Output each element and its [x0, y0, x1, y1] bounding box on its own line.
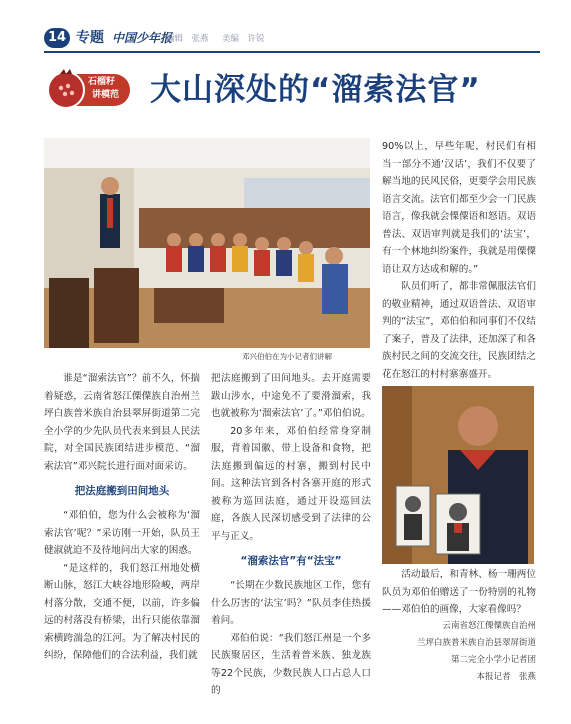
- pomegranate-icon: [46, 66, 132, 112]
- column-3-bottom: [382, 566, 536, 619]
- paragraph: “邓伯伯，您为什么会被称为‘溜索法官’呢？”采访刚一开始，队员王健淑就迫不及待地问出大家的困惑。: [44, 510, 200, 556]
- paragraph: 活动最后，和青林、杨一珊两位队员为邓伯伯赠送了一份特别的礼物——邓伯伯的画像，大家看像吗？: [382, 569, 536, 615]
- subheading-1: 把法庭搬到田间地头: [74, 485, 170, 497]
- subheading-2: “溜索法官”有“法宝”: [240, 555, 342, 567]
- intro-paragraph: 谁是“溜索法官”？前不久，怀揣着疑惑，云南省怒江傈僳族自治州兰坪白族普米族自治县翠屏街道第二完全小学的少先队员代表来到县人民法院，对全国民族团结进步模范、“溜索法官”邓兴院长进行面对面采访。: [44, 373, 200, 472]
- byline-line: 云南省怒江傈僳族自治州: [442, 621, 536, 631]
- paragraph: 把法庭搬到了田间地头。去开庭需要跋山涉水，中途免不了要滑溜索，我也就被称为‘溜索法官’了。”邓伯伯说。: [211, 373, 371, 419]
- byline-line: 兰坪白族普米族自治县翠屏街道: [416, 638, 536, 648]
- column-2: [211, 370, 371, 700]
- column-1: [44, 370, 200, 665]
- paragraph: 队员们听了，都非常佩服法官们的敬业精神，通过双语普法、双语审判的“法宝”，邓伯伯和同事们不仅结了案子，普及了法律，还加深了和各族村民之间的交流交往，民族团结之花在怒江的村村寨寨盛开。: [382, 281, 536, 380]
- byline: [380, 618, 536, 686]
- interview-photo: [44, 138, 370, 348]
- column-3-top: [382, 138, 536, 383]
- art-credit: 美编 许锐: [222, 34, 265, 44]
- badge-line2: 讲模范: [92, 90, 120, 100]
- badge-line1: 石榴籽: [88, 77, 116, 87]
- byline-line: 第二完全小学小记者团: [450, 655, 536, 665]
- paragraph: 20多年来，邓伯伯经常身穿制服，背着国徽、带上设备和食物，把法庭搬到偏远的村寨，搬到村民中间。这种法官到各村各寨开庭的形式被称为巡回法庭，通过开设巡回法庭，各族人民深切感受到了法律的公平与正义。: [211, 425, 371, 542]
- byline-reporter: 本报记者 张燕: [476, 672, 536, 682]
- pomegranate-badge: [46, 66, 132, 112]
- editor-credit: 编辑 张燕: [166, 34, 209, 44]
- paragraph: “长期在少数民族地区工作，您有什么厉害的‘法宝’吗？”队员李佳热援着问。: [211, 580, 371, 626]
- header-rule: [44, 51, 540, 53]
- masthead-logo: 中国少年报: [112, 31, 173, 45]
- photo1-caption: 邓兴伯伯在为小记者们讲解: [242, 352, 332, 361]
- page-title: 大山深处的“溜索法官”: [150, 72, 481, 108]
- paragraph: “是这样的，我们怒江州地处横断山脉，怒江大峡谷地形险峻，两岸村落分散，交通不便，以前，许多偏远的村落没有桥梁，出行只能依靠溜索横跨湍急的江河。为了解决村民的纠纷，保障他们的合法利益，我们就: [44, 562, 200, 661]
- page-number: 14: [44, 28, 70, 48]
- portrait-gift-photo: [382, 386, 534, 564]
- paragraph: 邓伯伯说：“我们怒江州是一个多民族聚居区，生活着普米族、独龙族等22个民族，少数民族人口占总人口的: [211, 632, 371, 696]
- paragraph: 90%以上，早些年呢，村民们有相当一部分不通‘汉话’，我们不仅要了解当地的民风民俗，更要学会用民族语言交流。法官们都至少会一门民族语言，像我就会傈僳语和怒语。双语普法、双语审判就是我们的‘法宝’，有一个林地纠纷案件，我就是用傈僳语让双方达成和解的。”: [382, 141, 536, 275]
- section-label: 专题: [76, 30, 104, 46]
